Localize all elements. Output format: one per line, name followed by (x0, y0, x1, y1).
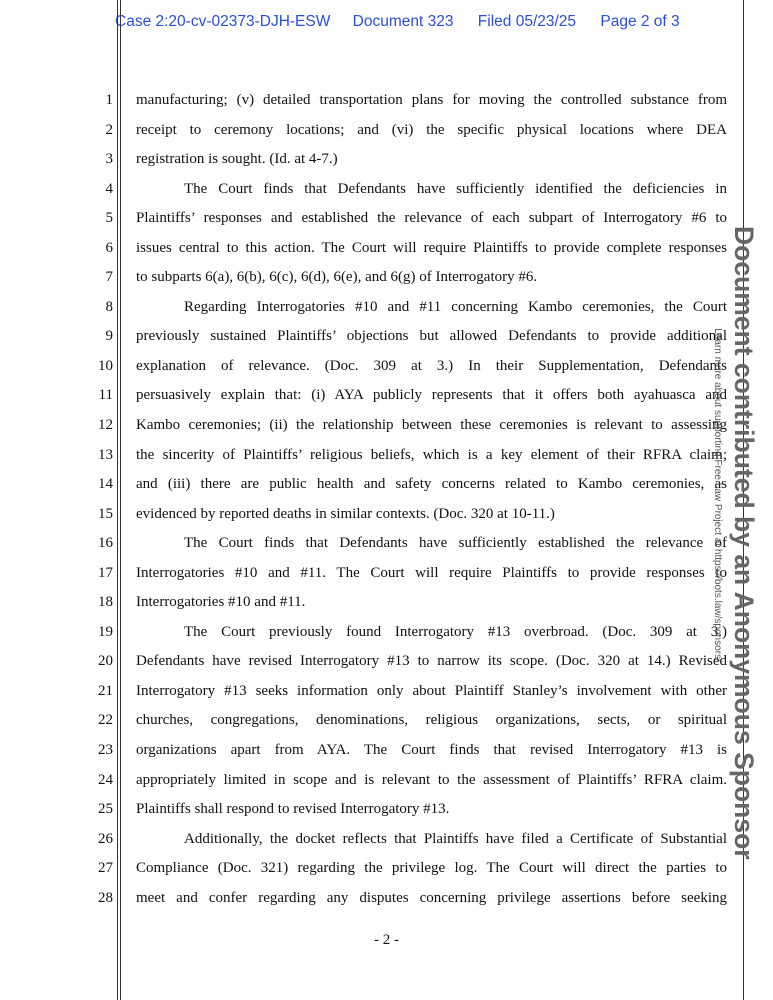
text-line: the sincerity of Plaintiffs’ religious beliefs, which is a key element of their RFRA claim; (136, 446, 727, 463)
line-number: 15 (98, 505, 113, 522)
line-number: 28 (98, 889, 113, 906)
line-number: 7 (105, 269, 113, 286)
line-number: 4 (105, 180, 113, 197)
line-numbers (85, 86, 113, 913)
sponsor-link-watermark (710, 300, 724, 690)
line-number: 2 (105, 121, 113, 138)
text-line: and (iii) there are public health and safety concerns related to Kambo ceremonies, as (136, 476, 727, 493)
line-number: 14 (98, 476, 113, 493)
line-number: 6 (105, 239, 113, 256)
text-line: receipt to ceremony locations; and (vi) the specific physical locations where DEA (136, 121, 727, 138)
document-header (115, 13, 680, 31)
line-number: 19 (98, 623, 113, 640)
line-number: 3 (105, 151, 113, 168)
text-line: Defendants have revised Interrogatory #13 to narrow its scope. (Doc. 320 at 14.) Revised (136, 653, 727, 670)
text-line: issues central to this action. The Court will require Plaintiffs to provide complete responses (136, 239, 727, 256)
line-number: 10 (98, 357, 113, 374)
line-number: 11 (98, 387, 113, 404)
text-line: persuasively explain that: (i) AYA publicly represents that it offers both ayahuasca and (136, 387, 727, 404)
line-number: 22 (98, 712, 113, 729)
text-line: registration is sought. (Id. at 4-7.) (136, 151, 338, 168)
text-line: The Court finds that Defendants have sufficiently identified the deficiencies in (184, 180, 727, 197)
margin-rule-left-1 (117, 0, 118, 1000)
text-line: Regarding Interrogatories #10 and #11 concerning Kambo ceremonies, the Court (184, 298, 727, 315)
text-line: Interrogatory #13 seeks information only about Plaintiff Stanley’s involvement with other (136, 682, 727, 699)
line-number: 18 (98, 594, 113, 611)
sponsor-watermark-text: Document contributed by an Anonymous Sponsor (729, 226, 759, 860)
line-number: 9 (105, 328, 113, 345)
text-line: Plaintiffs shall respond to revised Interrogatory #13. (136, 801, 450, 818)
line-number: 26 (98, 830, 113, 847)
text-line: Compliance (Doc. 321) regarding the privilege log. The Court will direct the parties to (136, 860, 727, 877)
text-line: organizations apart from AYA. The Court finds that revised Interrogatory #13 is (136, 742, 727, 759)
line-number: 21 (98, 682, 113, 699)
line-number: 17 (98, 564, 113, 581)
text-line: meet and confer regarding any disputes concerning privilege assertions before seeking (136, 889, 727, 906)
text-line: to subparts 6(a), 6(b), 6(c), 6(d), 6(e), and 6(g) of Interrogatory #6. (136, 269, 538, 286)
document-body (136, 86, 727, 913)
text-line: Interrogatories #10 and #11. (136, 594, 306, 611)
line-number: 1 (105, 92, 113, 108)
text-line: evidenced by reported deaths in similar contexts. (Doc. 320 at 10-11.) (136, 505, 555, 522)
text-line: previously sustained Plaintiffs’ objections but allowed Defendants to provide additional (136, 328, 727, 345)
sponsor-watermark (722, 226, 766, 860)
line-number: 5 (105, 210, 113, 227)
text-line: explanation of relevance. (Doc. 309 at 3.) In their Supplementation, Defendants (136, 357, 727, 374)
text-line: Interrogatories #10 and #11. The Court will require Plaintiffs to provide responses to (136, 564, 727, 581)
text-line: churches, congregations, denominations, religious organizations, sects, or spiritual (136, 712, 727, 729)
line-number: 20 (98, 653, 113, 670)
text-line: The Court finds that Defendants have sufficiently established the relevance of (184, 535, 727, 552)
document-number: Document 323 (352, 13, 454, 30)
line-number: 25 (98, 801, 113, 818)
text-line: Additionally, the docket reflects that Plaintiffs have filed a Certificate of Substantial (184, 830, 727, 847)
text-line: The Court previously found Interrogatory #13 overbroad. (Doc. 309 at 3.) (184, 623, 727, 640)
text-line: Plaintiffs’ responses and established the relevance of each subpart of Interrogatory #6 to (136, 210, 727, 227)
text-line: appropriately limited in scope and is relevant to the assessment of Plaintiffs’ RFRA claim. (136, 771, 727, 788)
page-indicator: Page 2 of 3 (600, 13, 680, 30)
line-number: 12 (98, 417, 113, 434)
sponsor-link-text: Learn more about supporting Free Law Project at https://bots.law/sponsors/ (712, 328, 723, 662)
line-number: 8 (105, 298, 113, 315)
case-number: Case 2:20-cv-02373-DJH-ESW (115, 13, 331, 30)
line-number: 13 (98, 446, 113, 463)
line-number: 24 (98, 771, 113, 788)
line-number: 16 (98, 535, 113, 552)
filed-date: Filed 05/23/25 (477, 13, 577, 30)
text-line: Kambo ceremonies; (ii) the relationship between these ceremonies is relevant to assessing (136, 417, 727, 434)
margin-rule-left-2 (120, 0, 121, 1000)
text-line: manufacturing; (v) detailed transportation plans for moving the controlled substance from (136, 92, 727, 108)
page-footer: - 2 - (374, 932, 399, 948)
line-number: 23 (98, 742, 113, 759)
line-number: 27 (98, 860, 113, 877)
